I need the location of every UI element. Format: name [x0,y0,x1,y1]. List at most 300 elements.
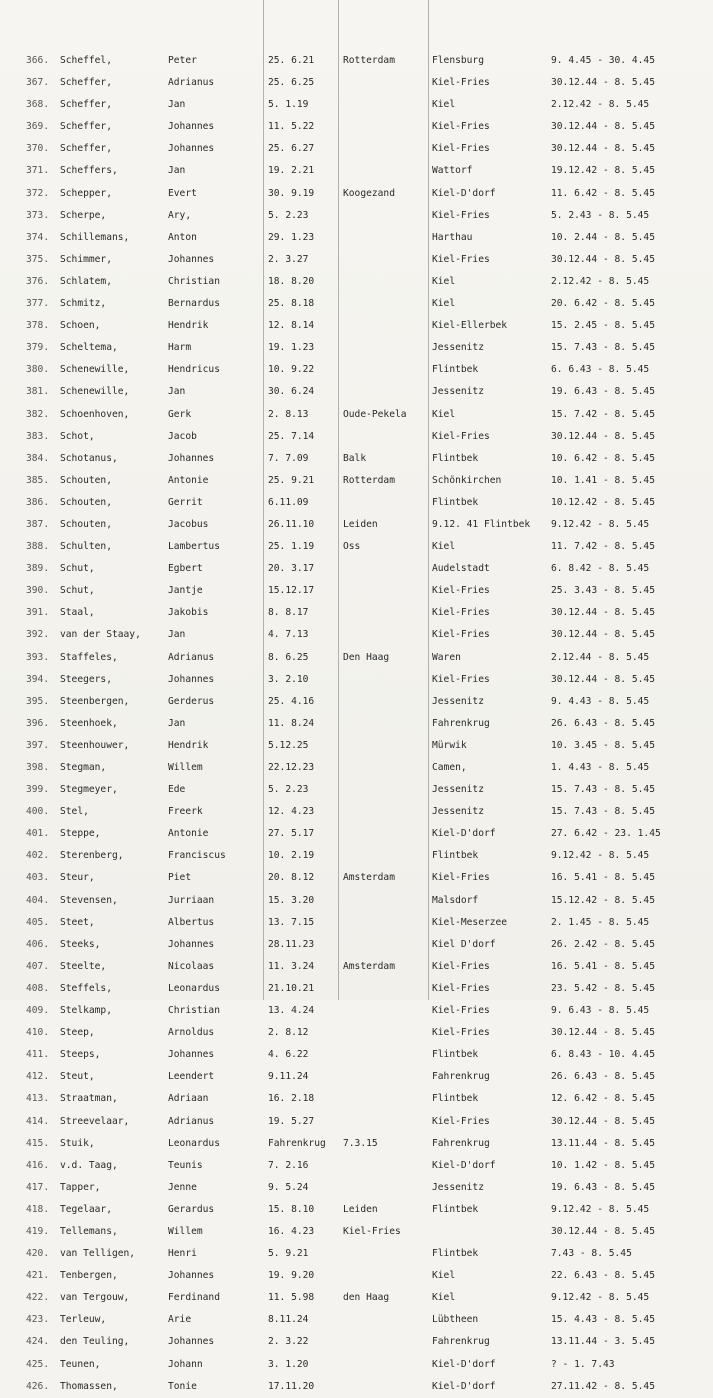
camp-location: Wattorf [432,165,473,177]
surname: Schimmer, [60,253,112,265]
given-name: Gerk [168,408,192,420]
detention-period: 9. 6.43 - 8. 5.45 [551,1005,650,1017]
camp-location: Harthau [432,231,473,243]
camp-location: Kiel [432,1270,456,1282]
detention-period: 9. 4.45 - 30. 4.45 [551,55,655,66]
detention-period: 15. 4.43 - 8. 5.45 [551,1314,655,1326]
record-number: 394. [26,673,50,685]
origin-city: Leiden [343,1203,378,1215]
record-number: 372. [26,187,50,199]
camp-location: Fahrenkrug [432,1336,490,1348]
record-number: 368. [26,99,50,111]
surname: Schillemans, [60,231,130,243]
camp-location: Kiel [432,1292,456,1304]
given-name: Jakobis [168,607,209,619]
detention-period: 15.12.42 - 8. 5.45 [551,894,655,906]
detention-period: 6. 8.43 - 10. 4.45 [551,1049,655,1061]
table-row [0,890,713,912]
camp-location: Kiel [432,99,456,111]
birth-date: 10. 2.19 [268,850,315,862]
origin-city: Amsterdam [343,872,395,884]
surname: van der Staay, [60,629,141,641]
table-row [0,1155,713,1177]
record-number: 381. [26,386,50,398]
birth-date: 28.11.23 [268,938,315,950]
detention-period: 23. 5.42 - 8. 5.45 [551,982,655,994]
given-name: Jacobus [168,518,209,530]
detention-period: 9.12.42 - 8. 5.45 [551,1292,650,1304]
table-row [0,381,713,403]
birth-date: 5. 9.21 [268,1248,309,1260]
origin-city: Kiel-Fries [343,1225,401,1237]
record-list [0,50,713,1398]
camp-location: Kiel-Fries [432,121,490,133]
given-name: Jan [168,165,186,177]
table-row [0,1000,713,1022]
table-row [0,1354,713,1376]
given-name: Nicolaas [168,960,215,972]
detention-period: 10. 3.45 - 8. 5.45 [551,739,655,751]
camp-location: Kiel-Fries [432,209,490,221]
record-number: 395. [26,695,50,707]
surname: Scheffer, [60,121,112,133]
surname: Steeps, [60,1049,101,1061]
given-name: Johannes [168,1049,215,1061]
birth-date: 17.11.20 [268,1380,315,1392]
surname: Sterenberg, [60,850,124,862]
birth-date: 19. 9.20 [268,1270,315,1282]
surname: v.d. Taag, [60,1159,118,1171]
birth-date: 8. 8.17 [268,607,309,619]
birth-date: Fahrenkrug [268,1137,326,1149]
table-row [0,50,713,72]
detention-period: 27. 6.42 - 23. 1.45 [551,828,661,840]
detention-period: ? - 1. 7.43 [551,1358,615,1370]
table-row [0,315,713,337]
given-name: Albertus [168,916,215,928]
camp-location: Flintbek [432,1093,479,1105]
detention-period: 9.12.42 - 8. 5.45 [551,518,650,530]
camp-location: Flintbek [432,850,479,862]
birth-date: 25. 4.16 [268,695,315,707]
birth-date: 25. 9.21 [268,474,315,486]
record-number: 411. [26,1049,50,1061]
surname: Steenbergen, [60,695,130,707]
birth-date: 2. 3.22 [268,1336,309,1348]
record-number: 407. [26,960,50,972]
detention-period: 30.12.44 - 8. 5.45 [551,673,655,685]
record-number: 399. [26,784,50,796]
table-row [0,249,713,271]
birth-date: 11. 5.22 [268,121,315,133]
surname: Stuik, [60,1137,95,1149]
table-row [0,867,713,889]
camp-location: Kiel D'dorf [432,938,496,950]
detention-period: 19. 6.43 - 8. 5.45 [551,386,655,398]
detention-period: 9. 4.43 - 8. 5.45 [551,695,650,707]
birth-date: 15. 8.10 [268,1203,315,1215]
camp-location: Kiel [432,541,456,553]
record-number: 410. [26,1027,50,1039]
birth-date: 7. 2.16 [268,1159,309,1171]
given-name: Antonie [168,828,209,840]
record-number: 422. [26,1292,50,1304]
birth-date: 3. 1.20 [268,1358,309,1370]
detention-period: 30.12.44 - 8. 5.45 [551,607,655,619]
surname: Terleuw, [60,1314,107,1326]
camp-location: Schönkirchen [432,474,502,486]
table-row [0,448,713,470]
birth-date: 19. 5.27 [268,1115,315,1127]
table-row [0,293,713,315]
record-number: 385. [26,474,50,486]
surname: Scheltema, [60,342,118,354]
given-name: Hendrik [168,320,209,332]
detention-period: 11. 7.42 - 8. 5.45 [551,541,655,553]
surname: Schenewille, [60,364,130,376]
birth-date: 5.12.25 [268,739,309,751]
birth-date: 25. 6.27 [268,143,315,155]
table-row [0,492,713,514]
birth-date: 26.11.10 [268,518,315,530]
table-row [0,94,713,116]
birth-date: 25. 8.18 [268,298,315,310]
birth-date: 12. 8.14 [268,320,315,332]
table-row [0,1111,713,1133]
given-name: Johann [168,1358,203,1370]
table-row [0,558,713,580]
camp-location: Fahrenkrug [432,1071,490,1083]
detention-period: 7.43 - 8. 5.45 [551,1248,632,1260]
detention-period: 2.12.42 - 8. 5.45 [551,99,650,111]
surname: van Telligen, [60,1248,136,1260]
detention-period: 6. 8.42 - 8. 5.45 [551,563,650,575]
table-row [0,1331,713,1353]
table-row [0,271,713,293]
detention-period: 30.12.44 - 8. 5.45 [551,629,655,641]
record-number: 408. [26,982,50,994]
surname: Schoenhoven, [60,408,130,420]
record-number: 417. [26,1181,50,1193]
birth-date: 22.12.23 [268,762,315,773]
camp-location: Flintbek [432,496,479,508]
table-row [0,823,713,845]
camp-location: Kiel-Fries [432,1115,490,1127]
record-number: 398. [26,762,50,773]
table-row [0,779,713,801]
camp-location: Flintbek [432,1049,479,1061]
given-name: Adrianus [168,1115,215,1127]
table-row [0,1199,713,1221]
given-name: Adrianus [168,651,215,663]
detention-period: 11. 6.42 - 8. 5.45 [551,187,655,199]
record-number: 375. [26,253,50,265]
record-number: 405. [26,916,50,928]
detention-period: 19. 6.43 - 8. 5.45 [551,1181,655,1193]
birth-date: 16. 4.23 [268,1225,315,1237]
birth-date: 3. 2.10 [268,673,309,685]
origin-city: Rotterdam [343,474,395,486]
given-name: Leendert [168,1071,215,1083]
camp-location: Kiel-Fries [432,607,490,619]
detention-period: 26. 2.42 - 8. 5.45 [551,938,655,950]
table-row [0,205,713,227]
detention-period: 27.11.42 - 8. 5.45 [551,1380,655,1392]
detention-period: 16. 5.41 - 8. 5.45 [551,960,655,972]
table-row [0,1287,713,1309]
birth-date: 4. 6.22 [268,1049,309,1061]
given-name: Jenne [168,1181,197,1193]
record-number: 402. [26,850,50,862]
table-row [0,1022,713,1044]
birth-date: 11. 8.24 [268,717,315,729]
table-row [0,404,713,426]
table-row [0,1309,713,1331]
surname: Steenhoek, [60,717,118,729]
surname: Tegelaar, [60,1203,112,1215]
surname: Schoen, [60,320,101,332]
surname: Teunen, [60,1358,101,1370]
table-row [0,647,713,669]
given-name: Jan [168,386,186,398]
surname: Schlatem, [60,275,112,287]
camp-location: Kiel-Fries [432,430,490,442]
detention-period: 30.12.44 - 8. 5.45 [551,121,655,133]
detention-period: 15. 7.43 - 8. 5.45 [551,784,655,796]
given-name: Jantje [168,585,203,597]
surname: Staal, [60,607,95,619]
record-number: 404. [26,894,50,906]
record-number: 396. [26,717,50,729]
given-name: Jurriaan [168,894,215,906]
birth-date: 5. 1.19 [268,99,309,111]
surname: Steet, [60,916,95,928]
origin-city: Den Haag [343,651,390,663]
birth-date: 11. 3.24 [268,960,315,972]
record-number: 371. [26,165,50,177]
origin-city: 7.3.15 [343,1137,378,1149]
birth-date: 4. 7.13 [268,629,309,641]
camp-location: Lübtheen [432,1314,479,1326]
surname: Scherpe, [60,209,107,221]
table-row [0,956,713,978]
record-number: 383. [26,430,50,442]
record-number: 423. [26,1314,50,1326]
table-row [0,624,713,646]
surname: Tellemans, [60,1225,118,1237]
table-row [0,1177,713,1199]
detention-period: 15. 7.43 - 8. 5.45 [551,342,655,354]
given-name: Leonardus [168,1137,220,1149]
surname: Schut, [60,585,95,597]
camp-location: Kiel-Fries [432,982,490,994]
given-name: Jacob [168,430,197,442]
given-name: Johannes [168,143,215,155]
given-name: Antonie [168,474,209,486]
camp-location: Flintbek [432,452,479,464]
given-name: Anton [168,231,197,243]
detention-period: 1. 4.43 - 8. 5.45 [551,762,650,773]
surname: Steppe, [60,828,101,840]
record-number: 378. [26,320,50,332]
given-name: Franciscus [168,850,226,862]
birth-date: 12. 4.23 [268,806,315,818]
record-number: 416. [26,1159,50,1171]
surname: Schut, [60,563,95,575]
record-number: 366. [26,55,50,66]
birth-date: 21.10.21 [268,982,315,994]
camp-location: Kiel-Fries [432,960,490,972]
table-row [0,1265,713,1287]
record-number: 367. [26,77,50,89]
surname: Schouten, [60,474,112,486]
record-number: 419. [26,1225,50,1237]
surname: Scheffer, [60,77,112,89]
camp-location: Kiel-Fries [432,143,490,155]
detention-period: 30.12.44 - 8. 5.45 [551,253,655,265]
given-name: Jan [168,629,186,641]
surname: Schouten, [60,518,112,530]
surname: den Teuling, [60,1336,130,1348]
record-number: 380. [26,364,50,376]
surname: Schotanus, [60,452,118,464]
given-name: Henri [168,1248,197,1260]
origin-city: Rotterdam [343,55,395,66]
table-row [0,160,713,182]
table-row [0,1376,713,1398]
birth-date: 19. 1.23 [268,342,315,354]
table-row [0,116,713,138]
record-number: 421. [26,1270,50,1282]
given-name: Gerderus [168,695,215,707]
surname: Schenewille, [60,386,130,398]
detention-period: 15. 2.45 - 8. 5.45 [551,320,655,332]
camp-location: Jessenitz [432,806,484,818]
table-row [0,183,713,205]
birth-date: 25. 6.25 [268,77,315,89]
surname: Steegers, [60,673,112,685]
birth-date: 30. 9.19 [268,187,315,199]
table-row [0,138,713,160]
table-row [0,845,713,867]
table-row [0,1088,713,1110]
table-row [0,602,713,624]
birth-date: 11. 5.98 [268,1292,315,1304]
birth-date: 30. 6.24 [268,386,315,398]
given-name: Harm [168,342,192,354]
camp-location: Audelstadt [432,563,490,575]
detention-period: 10. 1.42 - 8. 5.45 [551,1159,655,1171]
camp-location: Kiel-Meserzee [432,916,508,928]
birth-date: 29. 1.23 [268,231,315,243]
given-name: Ary, [168,209,192,221]
table-row [0,757,713,779]
detention-period: 30.12.44 - 8. 5.45 [551,1115,655,1127]
camp-location: Kiel [432,298,456,310]
detention-period: 30.12.44 - 8. 5.45 [551,77,655,89]
camp-location: Fahrenkrug [432,1137,490,1149]
record-number: 424. [26,1336,50,1348]
record-number: 388. [26,541,50,553]
given-name: Johannes [168,121,215,133]
surname: Stegman, [60,762,107,773]
table-row [0,978,713,1000]
detention-period: 15. 7.43 - 8. 5.45 [551,806,655,818]
birth-date: 27. 5.17 [268,828,315,840]
surname: Stelkamp, [60,1005,112,1017]
table-row [0,691,713,713]
detention-period: 9.12.42 - 8. 5.45 [551,1203,650,1215]
birth-date: 8.11.24 [268,1314,309,1326]
camp-location: Kiel-D'dorf [432,1159,496,1171]
surname: Schouten, [60,496,112,508]
record-number: 397. [26,739,50,751]
record-number: 426. [26,1380,50,1392]
record-number: 393. [26,651,50,663]
camp-location: Kiel-Fries [432,872,490,884]
table-row [0,580,713,602]
table-row [0,1066,713,1088]
birth-date: 25. 7.14 [268,430,315,442]
surname: Steep, [60,1027,95,1039]
record-number: 420. [26,1248,50,1260]
birth-date: 13. 7.15 [268,916,315,928]
record-number: 425. [26,1358,50,1370]
record-number: 390. [26,585,50,597]
given-name: Piet [168,872,192,884]
surname: Stegmeyer, [60,784,118,796]
birth-date: 5. 2.23 [268,209,309,221]
origin-city: Leiden [343,518,378,530]
detention-period: 30.12.44 - 8. 5.45 [551,1027,655,1039]
camp-location: Jessenitz [432,342,484,354]
record-number: 379. [26,342,50,354]
given-name: Arie [168,1314,192,1326]
surname: Schulten, [60,541,112,553]
detention-period: 2.12.42 - 8. 5.45 [551,275,650,287]
given-name: Johannes [168,1270,215,1282]
birth-date: 2. 3.27 [268,253,309,265]
given-name: Ferdinand [168,1292,220,1304]
camp-location: Kiel-Fries [432,1027,490,1039]
table-row [0,426,713,448]
origin-city: Koogezand [343,187,395,199]
surname: Steenhouwer, [60,739,130,751]
given-name: Hendrik [168,739,209,751]
table-row [0,227,713,249]
table-row [0,337,713,359]
table-row [0,359,713,381]
record-number: 413. [26,1093,50,1105]
origin-city: Oude-Pekela [343,408,407,420]
camp-location: Kiel-Fries [432,77,490,89]
camp-location: Kiel-Fries [432,585,490,597]
camp-location: Jessenitz [432,1181,484,1193]
detention-period: 12. 6.42 - 8. 5.45 [551,1093,655,1105]
camp-location: Kiel-Fries [432,1005,490,1017]
birth-date: 18. 8.20 [268,275,315,287]
camp-location: Flintbek [432,1203,479,1215]
detention-period: 30.12.44 - 8. 5.45 [551,430,655,442]
given-name: Lambertus [168,541,220,553]
birth-date: 6.11.09 [268,496,309,508]
record-number: 377. [26,298,50,310]
given-name: Peter [168,55,197,66]
given-name: Christian [168,275,220,287]
detention-period: 10. 6.42 - 8. 5.45 [551,452,655,464]
given-name: Johannes [168,673,215,685]
detention-period: 9.12.42 - 8. 5.45 [551,850,650,862]
